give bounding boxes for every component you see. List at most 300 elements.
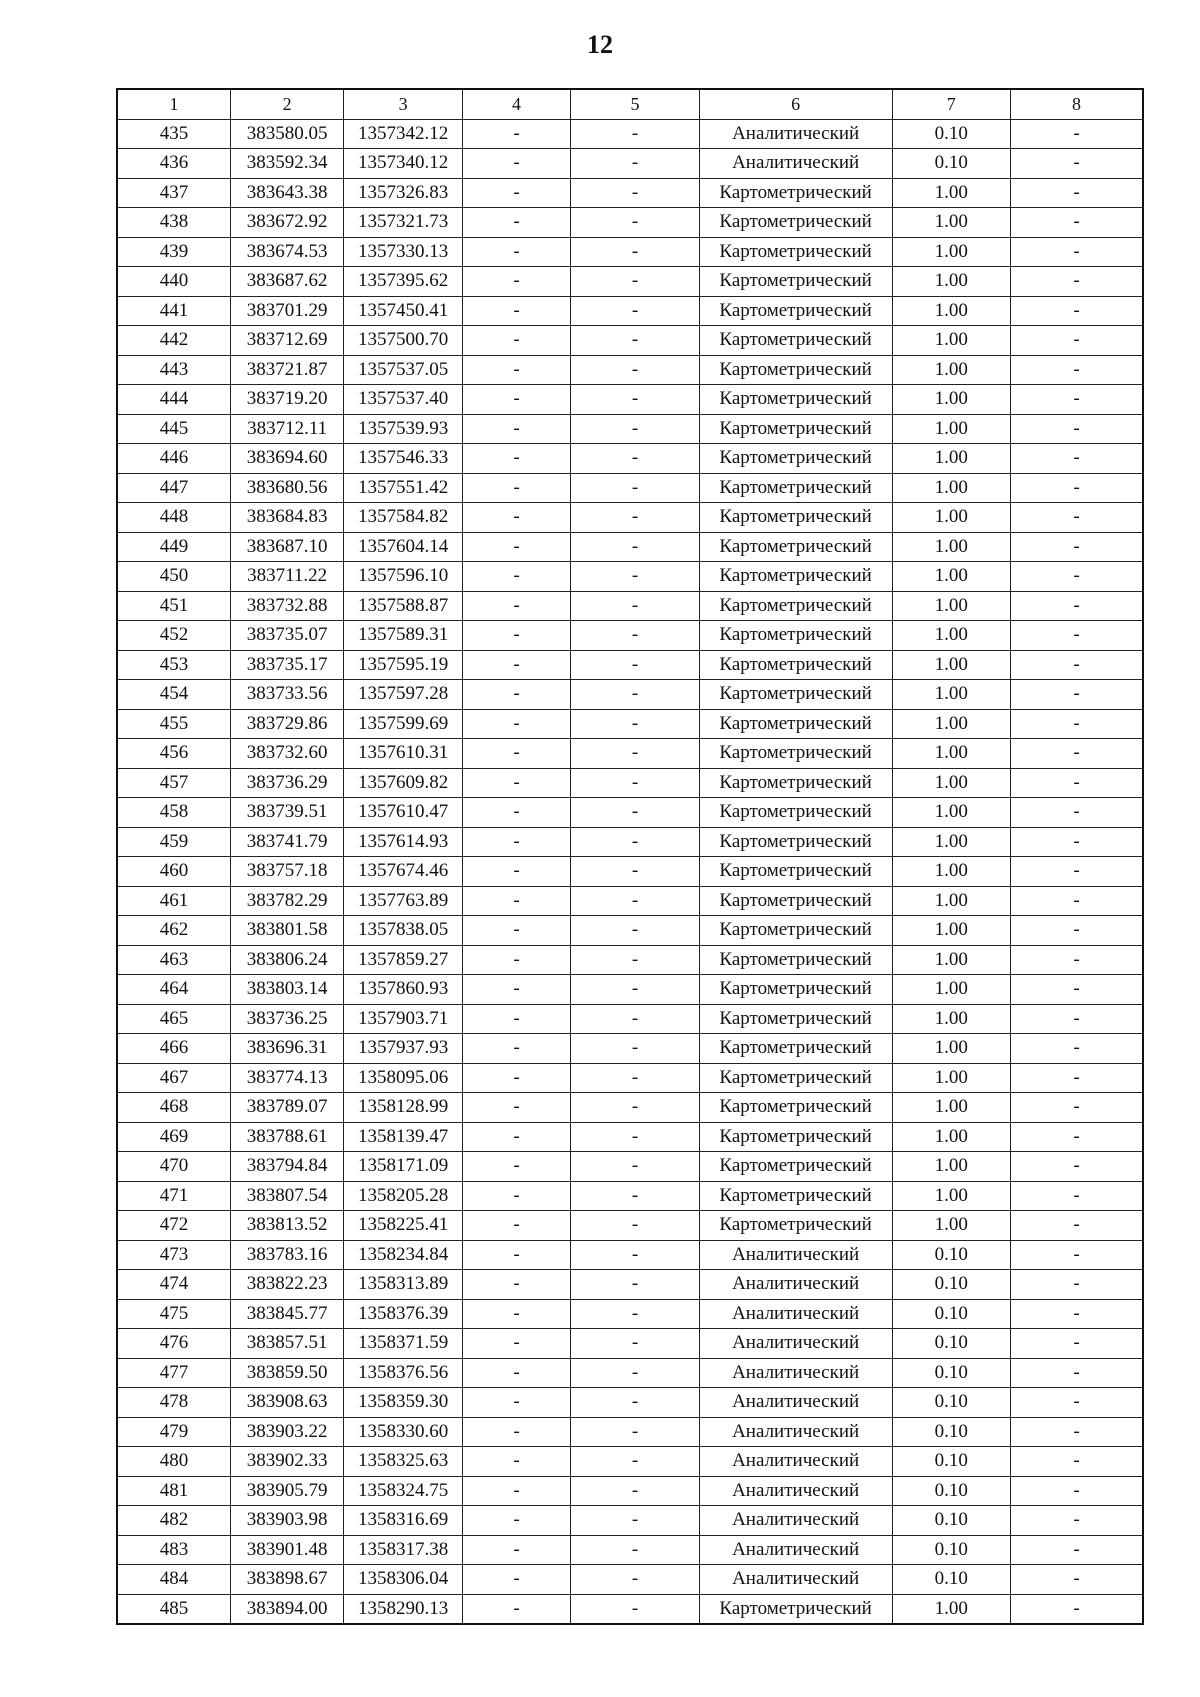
col4-cell: - — [462, 385, 570, 415]
col5-cell: - — [571, 1034, 700, 1064]
table-row — [117, 355, 1143, 385]
y-coordinate-cell: 1358359.30 — [344, 1388, 462, 1418]
y-coordinate-cell: 1357610.31 — [344, 739, 462, 769]
x-coordinate-cell: 383711.22 — [230, 562, 343, 592]
x-coordinate-cell: 383684.83 — [230, 503, 343, 533]
col4-cell: - — [462, 1270, 570, 1300]
point-number-cell: 449 — [117, 532, 230, 562]
point-number-cell: 436 — [117, 149, 230, 179]
col4-cell: - — [462, 1417, 570, 1447]
table-row — [117, 1565, 1143, 1595]
y-coordinate-cell: 1357609.82 — [344, 768, 462, 798]
point-number-cell: 464 — [117, 975, 230, 1005]
y-coordinate-cell: 1358171.09 — [344, 1152, 462, 1182]
x-coordinate-cell: 383672.92 — [230, 208, 343, 238]
table-row — [117, 827, 1143, 857]
col8-cell: - — [1010, 444, 1143, 474]
method-cell: Картометрический — [699, 680, 892, 710]
col8-cell: - — [1010, 1535, 1143, 1565]
method-cell: Картометрический — [699, 473, 892, 503]
method-cell: Картометрический — [699, 1211, 892, 1241]
coordinates-table — [116, 88, 1144, 1625]
point-number-cell: 481 — [117, 1476, 230, 1506]
y-coordinate-cell: 1358324.75 — [344, 1476, 462, 1506]
accuracy-cell: 0.10 — [892, 1358, 1010, 1388]
col8-cell: - — [1010, 119, 1143, 149]
point-number-cell: 477 — [117, 1358, 230, 1388]
point-number-cell: 472 — [117, 1211, 230, 1241]
col5-cell: - — [571, 503, 700, 533]
col8-cell: - — [1010, 1565, 1143, 1595]
col5-cell: - — [571, 1447, 700, 1477]
col4-cell: - — [462, 1093, 570, 1123]
table-row — [117, 296, 1143, 326]
table-row — [117, 444, 1143, 474]
y-coordinate-cell: 1358234.84 — [344, 1240, 462, 1270]
method-cell: Картометрический — [699, 296, 892, 326]
point-number-cell: 469 — [117, 1122, 230, 1152]
col8-cell: - — [1010, 296, 1143, 326]
accuracy-cell: 0.10 — [892, 1417, 1010, 1447]
point-number-cell: 460 — [117, 857, 230, 887]
col8-cell: - — [1010, 1506, 1143, 1536]
col8-cell: - — [1010, 1417, 1143, 1447]
table-row — [117, 1270, 1143, 1300]
col5-cell: - — [571, 1093, 700, 1123]
y-coordinate-cell: 1358205.28 — [344, 1181, 462, 1211]
col4-cell: - — [462, 650, 570, 680]
accuracy-cell: 0.10 — [892, 1565, 1010, 1595]
col5-cell: - — [571, 1358, 700, 1388]
col8-cell: - — [1010, 1122, 1143, 1152]
method-cell: Картометрический — [699, 886, 892, 916]
x-coordinate-cell: 383719.20 — [230, 385, 343, 415]
col8-cell: - — [1010, 1270, 1143, 1300]
col5-cell: - — [571, 178, 700, 208]
accuracy-cell: 1.00 — [892, 857, 1010, 887]
col8-cell: - — [1010, 385, 1143, 415]
x-coordinate-cell: 383643.38 — [230, 178, 343, 208]
y-coordinate-cell: 1358139.47 — [344, 1122, 462, 1152]
x-coordinate-cell: 383735.07 — [230, 621, 343, 651]
point-number-cell: 435 — [117, 119, 230, 149]
y-coordinate-cell: 1357937.93 — [344, 1034, 462, 1064]
col5-cell: - — [571, 827, 700, 857]
col8-cell: - — [1010, 1004, 1143, 1034]
col5-cell: - — [571, 798, 700, 828]
method-cell: Картометрический — [699, 503, 892, 533]
accuracy-cell: 0.10 — [892, 1535, 1010, 1565]
col4-cell: - — [462, 1535, 570, 1565]
point-number-cell: 478 — [117, 1388, 230, 1418]
method-cell: Картометрический — [699, 414, 892, 444]
x-coordinate-cell: 383701.29 — [230, 296, 343, 326]
accuracy-cell: 1.00 — [892, 886, 1010, 916]
y-coordinate-cell: 1357551.42 — [344, 473, 462, 503]
table-row — [117, 1004, 1143, 1034]
col4-cell: - — [462, 1358, 570, 1388]
col8-cell: - — [1010, 1594, 1143, 1624]
method-cell: Картометрический — [699, 650, 892, 680]
y-coordinate-cell: 1357537.40 — [344, 385, 462, 415]
col4-cell: - — [462, 296, 570, 326]
method-cell: Аналитический — [699, 1329, 892, 1359]
column-header: 8 — [1010, 89, 1143, 119]
col5-cell: - — [571, 945, 700, 975]
col5-cell: - — [571, 355, 700, 385]
x-coordinate-cell: 383903.98 — [230, 1506, 343, 1536]
y-coordinate-cell: 1357584.82 — [344, 503, 462, 533]
column-header: 7 — [892, 89, 1010, 119]
point-number-cell: 456 — [117, 739, 230, 769]
column-header: 1 — [117, 89, 230, 119]
col5-cell: - — [571, 1565, 700, 1595]
accuracy-cell: 1.00 — [892, 916, 1010, 946]
col5-cell: - — [571, 444, 700, 474]
col4-cell: - — [462, 975, 570, 1005]
col4-cell: - — [462, 208, 570, 238]
accuracy-cell: 0.10 — [892, 1270, 1010, 1300]
point-number-cell: 437 — [117, 178, 230, 208]
col4-cell: - — [462, 1565, 570, 1595]
accuracy-cell: 1.00 — [892, 414, 1010, 444]
col5-cell: - — [571, 857, 700, 887]
table-row — [117, 1358, 1143, 1388]
point-number-cell: 484 — [117, 1565, 230, 1595]
col5-cell: - — [571, 1211, 700, 1241]
method-cell: Картометрический — [699, 827, 892, 857]
method-cell: Аналитический — [699, 1358, 892, 1388]
x-coordinate-cell: 383801.58 — [230, 916, 343, 946]
col4-cell: - — [462, 1034, 570, 1064]
accuracy-cell: 1.00 — [892, 473, 1010, 503]
col8-cell: - — [1010, 1447, 1143, 1477]
y-coordinate-cell: 1358225.41 — [344, 1211, 462, 1241]
accuracy-cell: 1.00 — [892, 650, 1010, 680]
col5-cell: - — [571, 886, 700, 916]
col4-cell: - — [462, 237, 570, 267]
method-cell: Аналитический — [699, 119, 892, 149]
method-cell: Аналитический — [699, 1565, 892, 1595]
table-row — [117, 709, 1143, 739]
col8-cell: - — [1010, 1152, 1143, 1182]
y-coordinate-cell: 1357838.05 — [344, 916, 462, 946]
y-coordinate-cell: 1358316.69 — [344, 1506, 462, 1536]
accuracy-cell: 1.00 — [892, 326, 1010, 356]
method-cell: Картометрический — [699, 916, 892, 946]
method-cell: Картометрический — [699, 326, 892, 356]
accuracy-cell: 1.00 — [892, 1152, 1010, 1182]
point-number-cell: 483 — [117, 1535, 230, 1565]
col5-cell: - — [571, 473, 700, 503]
x-coordinate-cell: 383803.14 — [230, 975, 343, 1005]
table-row — [117, 414, 1143, 444]
y-coordinate-cell: 1357597.28 — [344, 680, 462, 710]
col4-cell: - — [462, 798, 570, 828]
table-row — [117, 621, 1143, 651]
table-row — [117, 739, 1143, 769]
accuracy-cell: 1.00 — [892, 444, 1010, 474]
col8-cell: - — [1010, 945, 1143, 975]
col4-cell: - — [462, 326, 570, 356]
point-number-cell: 454 — [117, 680, 230, 710]
accuracy-cell: 1.00 — [892, 621, 1010, 651]
page-number: 12 — [587, 30, 613, 59]
table-row — [117, 562, 1143, 592]
col8-cell: - — [1010, 680, 1143, 710]
accuracy-cell: 0.10 — [892, 1240, 1010, 1270]
accuracy-cell: 1.00 — [892, 532, 1010, 562]
x-coordinate-cell: 383732.88 — [230, 591, 343, 621]
col5-cell: - — [571, 739, 700, 769]
method-cell: Картометрический — [699, 975, 892, 1005]
x-coordinate-cell: 383794.84 — [230, 1152, 343, 1182]
col4-cell: - — [462, 1122, 570, 1152]
col5-cell: - — [571, 1181, 700, 1211]
col8-cell: - — [1010, 149, 1143, 179]
col5-cell: - — [571, 532, 700, 562]
accuracy-cell: 1.00 — [892, 709, 1010, 739]
column-header: 6 — [699, 89, 892, 119]
col5-cell: - — [571, 385, 700, 415]
method-cell: Аналитический — [699, 1299, 892, 1329]
y-coordinate-cell: 1357763.89 — [344, 886, 462, 916]
accuracy-cell: 0.10 — [892, 1476, 1010, 1506]
point-number-cell: 457 — [117, 768, 230, 798]
col8-cell: - — [1010, 857, 1143, 887]
y-coordinate-cell: 1357903.71 — [344, 1004, 462, 1034]
col5-cell: - — [571, 1417, 700, 1447]
method-cell: Картометрический — [699, 621, 892, 651]
col8-cell: - — [1010, 591, 1143, 621]
table-row — [117, 1594, 1143, 1624]
col4-cell: - — [462, 1388, 570, 1418]
method-cell: Картометрический — [699, 267, 892, 297]
table-row — [117, 119, 1143, 149]
method-cell: Аналитический — [699, 1388, 892, 1418]
point-number-cell: 444 — [117, 385, 230, 415]
accuracy-cell: 1.00 — [892, 208, 1010, 238]
col8-cell: - — [1010, 739, 1143, 769]
table-row — [117, 1447, 1143, 1477]
accuracy-cell: 1.00 — [892, 798, 1010, 828]
method-cell: Картометрический — [699, 1181, 892, 1211]
table-body — [117, 119, 1143, 1624]
method-cell: Картометрический — [699, 237, 892, 267]
method-cell: Аналитический — [699, 1447, 892, 1477]
table-row — [117, 857, 1143, 887]
point-number-cell: 443 — [117, 355, 230, 385]
y-coordinate-cell: 1357326.83 — [344, 178, 462, 208]
method-cell: Аналитический — [699, 1417, 892, 1447]
x-coordinate-cell: 383782.29 — [230, 886, 343, 916]
col8-cell: - — [1010, 1093, 1143, 1123]
col8-cell: - — [1010, 1388, 1143, 1418]
col4-cell: - — [462, 1506, 570, 1536]
y-coordinate-cell: 1357330.13 — [344, 237, 462, 267]
method-cell: Картометрический — [699, 562, 892, 592]
point-number-cell: 451 — [117, 591, 230, 621]
method-cell: Картометрический — [699, 768, 892, 798]
col5-cell: - — [571, 650, 700, 680]
x-coordinate-cell: 383680.56 — [230, 473, 343, 503]
col4-cell: - — [462, 1447, 570, 1477]
x-coordinate-cell: 383687.62 — [230, 267, 343, 297]
point-number-cell: 450 — [117, 562, 230, 592]
method-cell: Картометрический — [699, 1034, 892, 1064]
y-coordinate-cell: 1357674.46 — [344, 857, 462, 887]
table-row — [117, 503, 1143, 533]
col8-cell: - — [1010, 768, 1143, 798]
table-row — [117, 1417, 1143, 1447]
accuracy-cell: 1.00 — [892, 739, 1010, 769]
point-number-cell: 448 — [117, 503, 230, 533]
y-coordinate-cell: 1357589.31 — [344, 621, 462, 651]
col5-cell: - — [571, 1063, 700, 1093]
point-number-cell: 441 — [117, 296, 230, 326]
col4-cell: - — [462, 945, 570, 975]
accuracy-cell: 0.10 — [892, 1447, 1010, 1477]
col5-cell: - — [571, 414, 700, 444]
col8-cell: - — [1010, 886, 1143, 916]
point-number-cell: 479 — [117, 1417, 230, 1447]
x-coordinate-cell: 383822.23 — [230, 1270, 343, 1300]
col5-cell: - — [571, 326, 700, 356]
accuracy-cell: 0.10 — [892, 1299, 1010, 1329]
column-header: 2 — [230, 89, 343, 119]
y-coordinate-cell: 1357596.10 — [344, 562, 462, 592]
accuracy-cell: 0.10 — [892, 1329, 1010, 1359]
point-number-cell: 458 — [117, 798, 230, 828]
x-coordinate-cell: 383733.56 — [230, 680, 343, 710]
col8-cell: - — [1010, 1181, 1143, 1211]
point-number-cell: 439 — [117, 237, 230, 267]
accuracy-cell: 1.00 — [892, 237, 1010, 267]
point-number-cell: 452 — [117, 621, 230, 651]
col4-cell: - — [462, 1299, 570, 1329]
col5-cell: - — [571, 1506, 700, 1536]
method-cell: Картометрический — [699, 208, 892, 238]
point-number-cell: 466 — [117, 1034, 230, 1064]
col5-cell: - — [571, 562, 700, 592]
method-cell: Аналитический — [699, 1476, 892, 1506]
x-coordinate-cell: 383789.07 — [230, 1093, 343, 1123]
y-coordinate-cell: 1357450.41 — [344, 296, 462, 326]
col4-cell: - — [462, 1329, 570, 1359]
y-coordinate-cell: 1358376.39 — [344, 1299, 462, 1329]
method-cell: Картометрический — [699, 1093, 892, 1123]
method-cell: Аналитический — [699, 1240, 892, 1270]
table-row — [117, 1240, 1143, 1270]
table-row — [117, 591, 1143, 621]
x-coordinate-cell: 383694.60 — [230, 444, 343, 474]
col4-cell: - — [462, 1063, 570, 1093]
col8-cell: - — [1010, 178, 1143, 208]
col4-cell: - — [462, 178, 570, 208]
x-coordinate-cell: 383732.60 — [230, 739, 343, 769]
x-coordinate-cell: 383735.17 — [230, 650, 343, 680]
table-row — [117, 178, 1143, 208]
x-coordinate-cell: 383902.33 — [230, 1447, 343, 1477]
col8-cell: - — [1010, 621, 1143, 651]
col4-cell: - — [462, 886, 570, 916]
col8-cell: - — [1010, 650, 1143, 680]
point-number-cell: 474 — [117, 1270, 230, 1300]
accuracy-cell: 1.00 — [892, 1093, 1010, 1123]
col4-cell: - — [462, 473, 570, 503]
col8-cell: - — [1010, 1034, 1143, 1064]
table-row — [117, 1535, 1143, 1565]
y-coordinate-cell: 1357537.05 — [344, 355, 462, 385]
col8-cell: - — [1010, 1358, 1143, 1388]
y-coordinate-cell: 1358095.06 — [344, 1063, 462, 1093]
x-coordinate-cell: 383741.79 — [230, 827, 343, 857]
col4-cell: - — [462, 739, 570, 769]
col4-cell: - — [462, 355, 570, 385]
table-row — [117, 916, 1143, 946]
point-number-cell: 446 — [117, 444, 230, 474]
col5-cell: - — [571, 149, 700, 179]
y-coordinate-cell: 1357599.69 — [344, 709, 462, 739]
col8-cell: - — [1010, 503, 1143, 533]
col8-cell: - — [1010, 827, 1143, 857]
table-row — [117, 1122, 1143, 1152]
col5-cell: - — [571, 1004, 700, 1034]
col8-cell: - — [1010, 208, 1143, 238]
table-row — [117, 650, 1143, 680]
point-number-cell: 461 — [117, 886, 230, 916]
col4-cell: - — [462, 414, 570, 444]
x-coordinate-cell: 383687.10 — [230, 532, 343, 562]
col4-cell: - — [462, 267, 570, 297]
point-number-cell: 447 — [117, 473, 230, 503]
y-coordinate-cell: 1358330.60 — [344, 1417, 462, 1447]
point-number-cell: 459 — [117, 827, 230, 857]
x-coordinate-cell: 383903.22 — [230, 1417, 343, 1447]
accuracy-cell: 1.00 — [892, 503, 1010, 533]
accuracy-cell: 1.00 — [892, 1004, 1010, 1034]
col5-cell: - — [571, 296, 700, 326]
table-row — [117, 1152, 1143, 1182]
col4-cell: - — [462, 768, 570, 798]
accuracy-cell: 0.10 — [892, 119, 1010, 149]
col5-cell: - — [571, 1476, 700, 1506]
x-coordinate-cell: 383774.13 — [230, 1063, 343, 1093]
method-cell: Картометрический — [699, 1122, 892, 1152]
table-row — [117, 149, 1143, 179]
accuracy-cell: 0.10 — [892, 1506, 1010, 1536]
y-coordinate-cell: 1357588.87 — [344, 591, 462, 621]
col8-cell: - — [1010, 798, 1143, 828]
col8-cell: - — [1010, 1329, 1143, 1359]
col5-cell: - — [571, 709, 700, 739]
method-cell: Картометрический — [699, 798, 892, 828]
col8-cell: - — [1010, 473, 1143, 503]
method-cell: Картометрический — [699, 1063, 892, 1093]
x-coordinate-cell: 383696.31 — [230, 1034, 343, 1064]
y-coordinate-cell: 1357342.12 — [344, 119, 462, 149]
table-row — [117, 237, 1143, 267]
table-row — [117, 945, 1143, 975]
point-number-cell: 440 — [117, 267, 230, 297]
table-row — [117, 798, 1143, 828]
y-coordinate-cell: 1358325.63 — [344, 1447, 462, 1477]
table-row — [117, 886, 1143, 916]
col5-cell: - — [571, 1594, 700, 1624]
table-row — [117, 1329, 1143, 1359]
point-number-cell: 463 — [117, 945, 230, 975]
method-cell: Картометрический — [699, 1594, 892, 1624]
